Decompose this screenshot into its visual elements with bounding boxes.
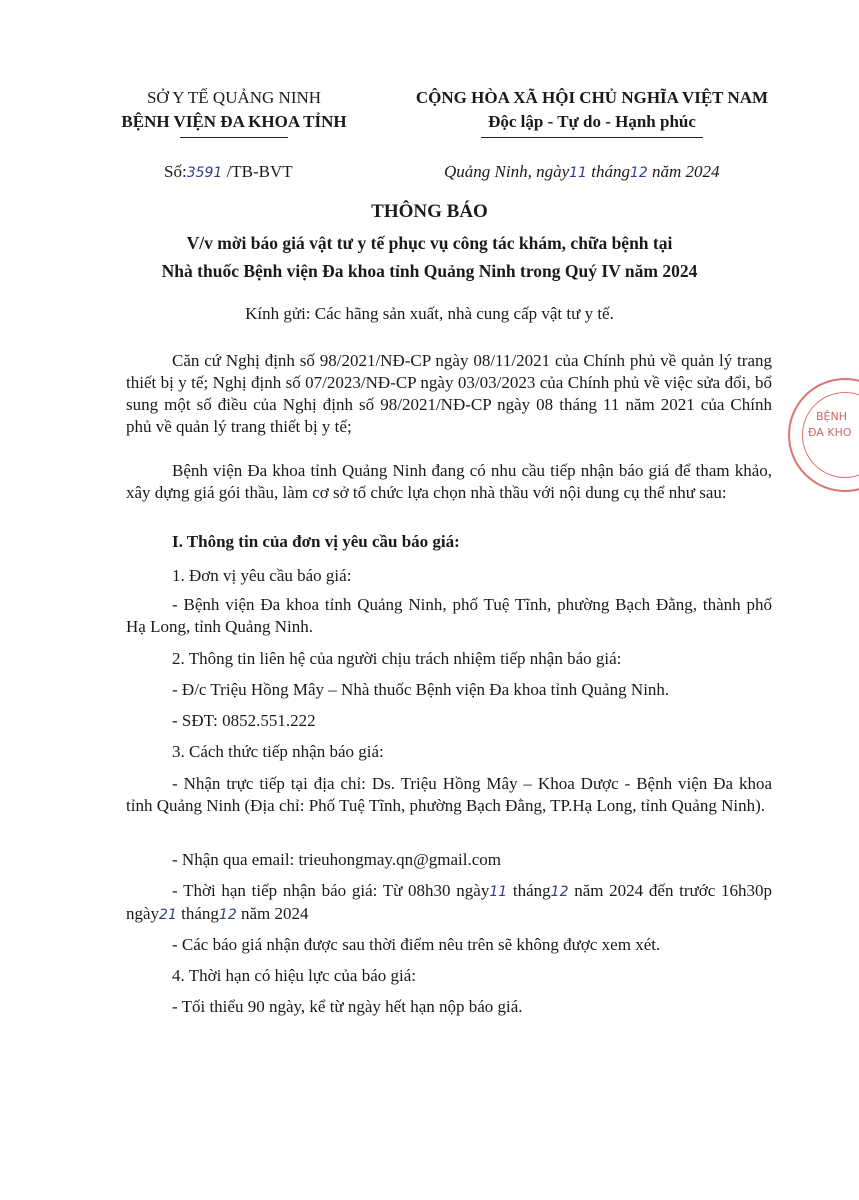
item-3-email: - Nhận qua email: trieuhongmay.qn@gmail.com <box>172 850 501 869</box>
deadline-text-a: - Thời hạn tiếp nhận báo giá: Từ 08h30 ngày <box>172 881 490 900</box>
late-quote-note: - Các báo giá nhận được sau thời điểm nêu trên sẽ không được xem xét. <box>172 935 661 954</box>
date-month-handwritten: 12 <box>629 165 648 181</box>
item-2-label: 2. Thông tin liên hệ của người chịu trách nhiệm tiếp nhận báo giá: <box>172 649 622 668</box>
red-stamp <box>788 378 859 492</box>
document-subject-line-2: Nhà thuốc Bệnh viện Đa khoa tỉnh Quảng Ninh trong Quý IV năm 2024 <box>161 261 698 281</box>
item-4-text: - Tối thiểu 90 ngày, kể từ ngày hết hạn nộp báo giá. <box>172 997 523 1016</box>
country-name: CỘNG HÒA XÃ HỘI CHỦ NGHĨA VIỆT NAM <box>415 88 769 107</box>
stamp-text-1: BỆNH <box>816 410 847 423</box>
doc-number-prefix: Số: <box>164 162 187 181</box>
stamp-text-2: ĐA KHO <box>808 426 852 439</box>
item-1-label: 1. Đơn vị yêu cầu báo giá: <box>172 566 352 585</box>
legal-basis-paragraph: Căn cứ Nghị định số 98/2021/NĐ-CP ngày 08/11/2021 của Chính phủ về quản lý trang thiết bị y tế; Nghị định số 07/2023/NĐ-CP ngày 03/03/2023 của Chính phủ về việc sửa đổi, bổ sung một số điều của Nghị định số 98/2021/NĐ-CP ngày 08 tháng 11 năm 2021 của Chính phủ về quản lý trang thiết bị y tế; <box>126 351 772 436</box>
motto: Độc lập - Tự do - Hạnh phúc <box>488 112 696 131</box>
deadline-month1-handwritten: 12 <box>550 884 569 900</box>
deadline-text-c: năm 2024 đến trước 16h30p ngày <box>126 881 773 923</box>
date-text-1: Quảng Ninh, ngày <box>444 162 570 181</box>
deadline-paragraph <box>126 880 772 926</box>
deadline-text-b: tháng <box>512 881 551 900</box>
deadline-text-e: năm 2024 <box>240 904 309 923</box>
purpose-paragraph: Bệnh viện Đa khoa tỉnh Quảng Ninh đang có nhu cầu tiếp nhận báo giá để tham khảo, xây dựng giá gói thầu, làm cơ sở tổ chức lựa chọn nhà thầu với nội dung cụ thể như sau: <box>126 461 772 502</box>
deadline-month2-handwritten: 12 <box>218 907 237 923</box>
item-2-phone: - SĐT: 0852.551.222 <box>172 711 316 730</box>
date-day-handwritten: 11 <box>569 165 587 181</box>
item-3-label: 3. Cách thức tiếp nhận báo giá: <box>172 742 384 761</box>
agency-header <box>96 86 372 138</box>
item-3-direct: - Nhận trực tiếp tại địa chỉ: Ds. Triệu Hồng Mây – Khoa Dược - Bệnh viện Đa khoa tỉnh Quảng Ninh (Địa chỉ: Phố Tuệ Tĩnh, phường Bạch Đằng, TP.Hạ Long, tỉnh Quảng Ninh). <box>126 774 772 815</box>
document-number <box>164 162 293 182</box>
doc-number-handwritten: 3591 <box>186 165 223 181</box>
document-date <box>444 162 720 182</box>
deadline-day1-handwritten: 11 <box>489 884 508 900</box>
deadline-text-d: tháng <box>181 904 219 923</box>
doc-number-suffix: /TB-BVT <box>226 162 293 181</box>
hospital-name: BỆNH VIỆN ĐA KHOA TỈNH <box>121 112 347 131</box>
item-2-contact: - Đ/c Triệu Hồng Mây – Nhà thuốc Bệnh viện Đa khoa tỉnh Quảng Ninh. <box>172 680 670 699</box>
item-1-text: - Bệnh viện Đa khoa tỉnh Quảng Ninh, phố Tuệ Tĩnh, phường Bạch Đằng, thành phố Hạ Long, tỉnh Quảng Ninh. <box>126 595 772 636</box>
national-header <box>384 86 800 138</box>
deadline-day2-handwritten: 21 <box>159 907 177 923</box>
section-1-heading: I. Thông tin của đơn vị yêu cầu báo giá: <box>172 532 460 551</box>
ministry-name: SỞ Y TẾ QUẢNG NINH <box>146 88 322 107</box>
item-4-label: 4. Thời hạn có hiệu lực của báo giá: <box>172 966 417 985</box>
motto-underline <box>481 137 703 138</box>
date-text-3: năm 2024 <box>652 162 720 181</box>
recipient-line: Kính gửi: Các hãng sản xuất, nhà cung cấp vật tư y tế. <box>245 304 614 323</box>
document-subject-line-1: V/v mời báo giá vật tư y tế phục vụ công tác khám, chữa bệnh tại <box>186 233 673 253</box>
date-text-2: tháng <box>591 162 630 181</box>
document-title: THÔNG BÁO <box>371 201 488 222</box>
header-underline <box>180 137 288 138</box>
